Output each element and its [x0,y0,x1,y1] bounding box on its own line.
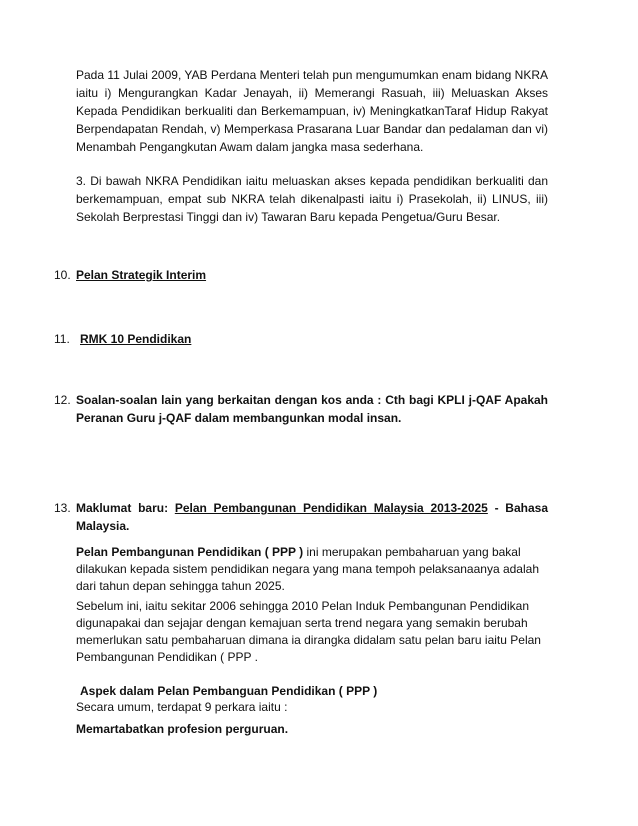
item-12-text: Soalan-soalan lain yang berkaitan dengan kos anda : Cth bagi KPLI j-QAF Apakah Peranan Guru j-QAF dalam membangunkan modal insan. [76,393,548,425]
item-10-title: Pelan Strategik Interim [76,268,207,282]
aspek-heading: Aspek dalam Pelan Pembanguan Pendidikan ( PPP ) [80,684,378,698]
item-10-number: 10. [54,268,71,282]
item-11-title: RMK 10 Pendidikan [80,332,192,346]
nkra-paragraph: Pada 11 Julai 2009, YAB Perdana Menteri telah pun mengumumkan enam bidang NKRA iaitu i) Mengurangkan Kadar Jenayah, ii) Memerangi Rasuah, iii) Meluaskan Akses Kepada Pendidikan berkualiti dan Berkemampuan, iv) MeningkatkanTaraf Hidup Rakyat Berpendapatan Rendah, v) Memperkasa Prasarana Luar Bandar dan pedalaman dan vi) Menambah Pengangkutan Awam dalam jangka masa sederhana. [76,68,548,154]
item-13 [54,499,548,535]
item-13-lead: Maklumat baru: [76,501,169,515]
ppp-term: Pelan Pembangunan Pendidikan ( PPP ) [76,545,304,559]
item-11 [54,330,548,348]
aspek-intro: Secara umum, terdapat 9 perkara iaitu : [76,700,288,714]
memartabatkan-heading: Memartabatkan profesion perguruan. [76,722,289,736]
item-12-number: 12. [54,393,71,407]
item-13-title: Pelan Pembangunan Pendidikan Malaysia 2013-2025 [174,501,488,515]
item-13-tail: - Bahasa Malaysia. [76,501,548,533]
sebelum-paragraph: Sebelum ini, iaitu sekitar 2006 sehingga 2010 Pelan Induk Pembangunan Pendidikan digunapakai dan sejajar dengan kemajuan serta trend negara yang semakin berubah memerlukan satu pembaharuan dimana ia dirangka didalam satu pelan baru iaitu Pelan Pembangunan Pendidikan ( PPP . [76,599,541,664]
ppp-description: ini merupakan pembaharuan yang bakal dilakukan kepada sistem pendidikan negara yang mana tempoh pelaksanaanya adalah dari tahun depan sehingga tahun 2025. [76,545,539,593]
item-13-number: 13. [54,501,71,515]
sub-nkra-paragraph: 3. Di bawah NKRA Pendidikan iaitu meluaskan akses kepada pendidikan berkualiti dan berkemampuan, empat sub NKRA telah dikenalpasti iaitu i) Prasekolah, ii) LINUS, iii) Sekolah Berprestasi Tinggi dan iv) Tawaran Baru kepada Pengetua/Guru Besar. [76,174,548,224]
ppp-paragraph [76,544,548,595]
item-10 [54,266,548,284]
item-12 [54,391,548,427]
item-11-number: 11. [54,332,70,346]
